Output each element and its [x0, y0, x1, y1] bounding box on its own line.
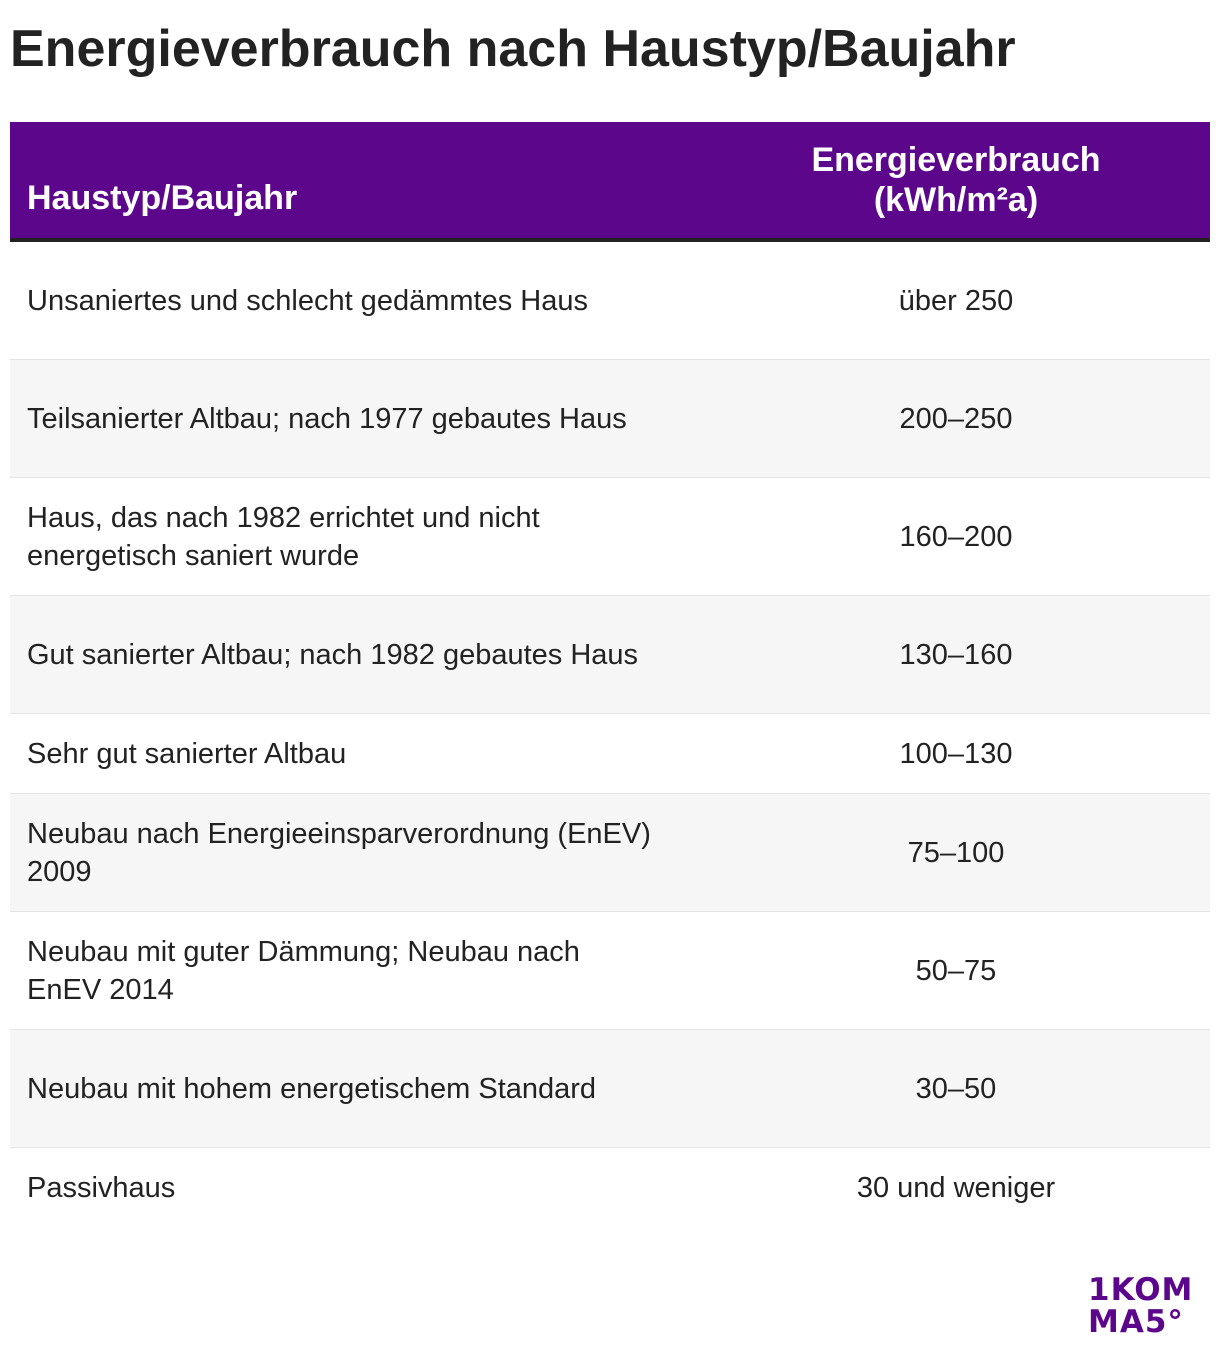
table-row [10, 794, 1210, 912]
cell-haustyp: Neubau nach Energieeinsparverordnung (EnEV) 2009 [27, 817, 651, 888]
table-row [10, 1030, 1210, 1148]
cell-energieverbrauch: 200–250 [899, 402, 1013, 435]
cell-haustyp: Gut sanierter Altbau; nach 1982 gebautes Haus [27, 638, 639, 671]
table-row [10, 1148, 1210, 1228]
table-row [10, 478, 1210, 596]
brand-logo-line1: 1KOM [1088, 1272, 1194, 1308]
header-energieverbrauch [702, 122, 1210, 238]
table-body [10, 242, 1210, 1228]
cell-haustyp: Neubau mit hohem energetischem Standard [27, 1072, 597, 1105]
page-title: Energieverbrauch nach Haustyp/Baujahr [10, 20, 1016, 78]
header-energieverbrauch-unit: (kWh/m²a) [873, 181, 1039, 219]
cell-energieverbrauch: 100–130 [899, 737, 1013, 770]
header-energieverbrauch-label: Energieverbrauch [811, 141, 1101, 179]
energy-table [10, 122, 1210, 1228]
cell-haustyp: Passivhaus [27, 1172, 176, 1204]
cell-haustyp: Teilsanierter Altbau; nach 1977 gebautes Haus [27, 402, 627, 435]
table-row [10, 912, 1210, 1030]
header-haustyp: Haustyp/Baujahr [27, 179, 298, 217]
cell-energieverbrauch: 160–200 [899, 520, 1013, 553]
table-header [10, 122, 1210, 242]
cell-energieverbrauch: 30–50 [915, 1072, 997, 1105]
cell-energieverbrauch: 50–75 [915, 954, 997, 987]
cell-energieverbrauch: 130–160 [899, 638, 1013, 671]
brand-logo-line2: MA5° [1088, 1304, 1184, 1340]
cell-haustyp: Sehr gut sanierter Altbau [27, 737, 347, 770]
table-row [10, 360, 1210, 478]
cell-energieverbrauch: 30 und weniger [856, 1172, 1056, 1204]
brand-logo [1088, 1274, 1200, 1338]
cell-haustyp: Neubau mit guter Dämmung; Neubau nach EnEV 2014 [27, 935, 580, 1006]
cell-haustyp: Haus, das nach 1982 errichtet und nicht energetisch saniert wurde [27, 501, 540, 572]
cell-energieverbrauch: 75–100 [907, 836, 1005, 869]
cell-haustyp: Unsaniertes und schlecht gedämmtes Haus [27, 284, 588, 317]
cell-energieverbrauch: über 250 [898, 284, 1014, 317]
table-row [10, 596, 1210, 714]
table-row [10, 714, 1210, 794]
table-row [10, 242, 1210, 360]
